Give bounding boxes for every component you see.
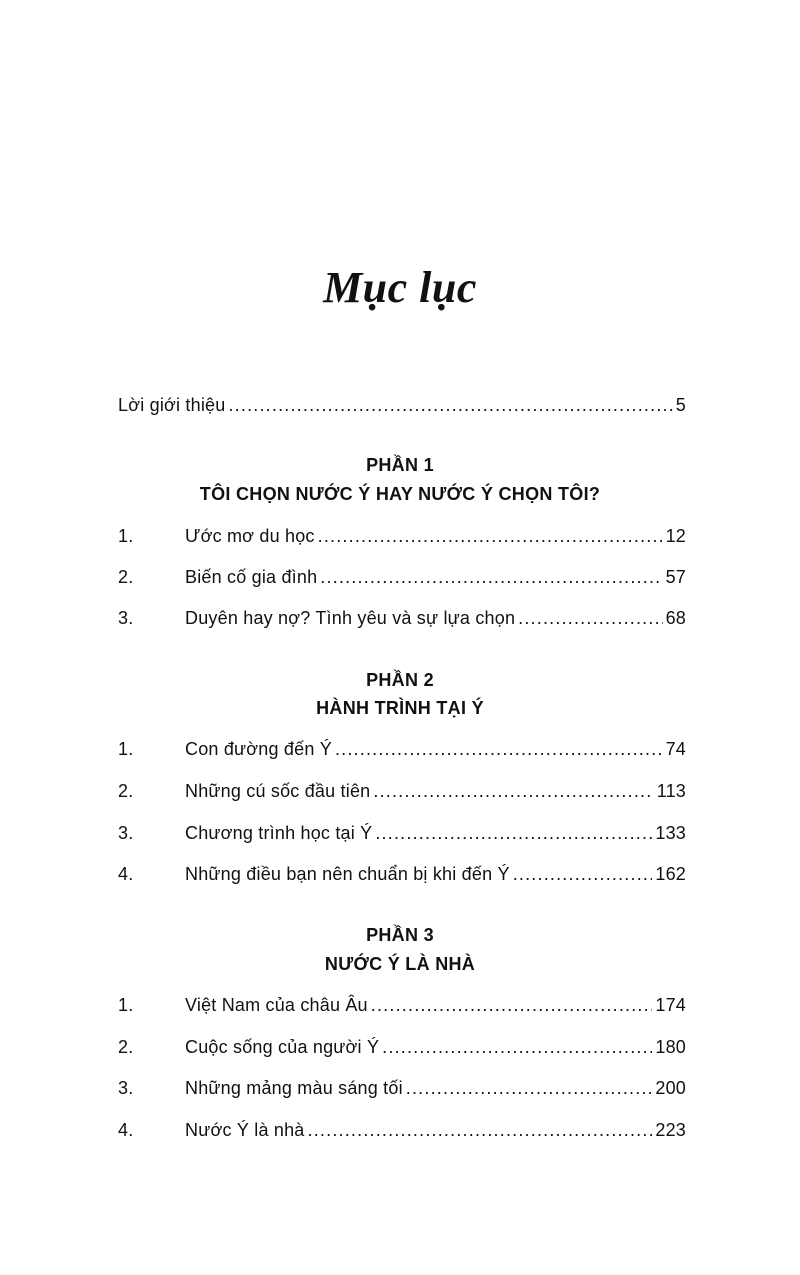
toc-entry[interactable]: [118, 1116, 686, 1144]
toc-entry-number: 1.: [118, 739, 134, 759]
toc-entry-label: Những mảng màu sáng tối: [185, 1078, 403, 1098]
part-2-title: HÀNH TRÌNH TẠI Ý: [316, 698, 484, 718]
toc-entry[interactable]: [118, 522, 686, 550]
toc-entry-intro[interactable]: [118, 391, 686, 419]
toc-entry-page: 5: [675, 395, 686, 415]
toc-entry[interactable]: [118, 991, 686, 1019]
toc-entry-label: Những cú sốc đầu tiên: [185, 781, 371, 801]
dot-leader: [406, 1074, 653, 1102]
toc-entry-number: 4.: [118, 1120, 134, 1140]
toc-entry-page: 113: [656, 781, 686, 801]
dot-leader: [382, 1033, 652, 1061]
part-1-label: PHẦN 1: [366, 455, 434, 475]
part-3-title: NƯỚC Ý LÀ NHÀ: [324, 954, 476, 974]
toc-entry-page: 174: [655, 995, 686, 1015]
part-1-title: TÔI CHỌN NƯỚC Ý HAY NƯỚC Ý CHỌN TÔI?: [199, 484, 601, 504]
dot-leader: [228, 391, 672, 419]
dot-leader: [308, 1116, 653, 1144]
toc-entry-page: 74: [665, 739, 686, 759]
toc-entry-number: 3.: [118, 823, 134, 843]
part-2-label: PHẦN 2: [366, 670, 434, 690]
toc-entry-page: 68: [665, 608, 686, 628]
toc-entry[interactable]: [118, 563, 686, 591]
toc-entry-number: 3.: [118, 608, 134, 628]
toc-entry-page: 57: [665, 567, 686, 587]
toc-entry-page: 133: [655, 823, 686, 843]
toc-entry[interactable]: [118, 604, 686, 632]
toc-entry-number: 2.: [118, 567, 134, 587]
toc-entry[interactable]: [118, 1074, 686, 1102]
dot-leader: [320, 563, 662, 591]
dot-leader: [318, 522, 663, 550]
dot-leader: [375, 819, 652, 847]
toc-entry-label: Ước mơ du học: [185, 526, 315, 546]
toc-entry-page: 162: [655, 864, 686, 884]
page-title: Mục lục: [323, 263, 477, 312]
toc-entry-label: Cuộc sống của người Ý: [185, 1037, 380, 1057]
toc-entry[interactable]: [118, 860, 686, 888]
toc-entry-number: 2.: [118, 781, 134, 801]
dot-leader: [518, 604, 662, 632]
toc-entry-number: 3.: [118, 1078, 134, 1098]
toc-entry-label: Chương trình học tại Ý: [185, 823, 373, 843]
toc-entry-number: 2.: [118, 1037, 134, 1057]
toc-entry-page: 200: [655, 1078, 686, 1098]
toc-entry-page: 180: [655, 1037, 686, 1057]
dot-leader: [513, 860, 653, 888]
dot-leader: [373, 777, 653, 805]
dot-leader: [335, 735, 663, 763]
toc-entry-label: Việt Nam của châu Âu: [185, 995, 368, 1015]
part-3-label: PHẦN 3: [366, 925, 434, 945]
toc-entry-label: Duyên hay nợ? Tình yêu và sự lựa chọn: [185, 608, 516, 628]
toc-entry-label: Những điều bạn nên chuẩn bị khi đến Ý: [185, 864, 510, 884]
dot-leader: [371, 991, 653, 1019]
toc-entry-label: Con đường đến Ý: [185, 739, 332, 759]
toc-entry[interactable]: [118, 735, 686, 763]
toc-entry-page: 223: [655, 1120, 686, 1140]
toc-entry-number: 1.: [118, 995, 134, 1015]
toc-entry[interactable]: [118, 819, 686, 847]
toc-entry-label: Lời giới thiệu: [118, 395, 226, 415]
toc-entry[interactable]: [118, 777, 686, 805]
toc-entry-label: Biến cố gia đình: [185, 567, 318, 587]
toc-entry-label: Nước Ý là nhà: [185, 1120, 305, 1140]
toc-entry[interactable]: [118, 1033, 686, 1061]
toc-entry-page: 12: [665, 526, 686, 546]
toc-entry-number: 4.: [118, 864, 134, 884]
toc-entry-number: 1.: [118, 526, 134, 546]
